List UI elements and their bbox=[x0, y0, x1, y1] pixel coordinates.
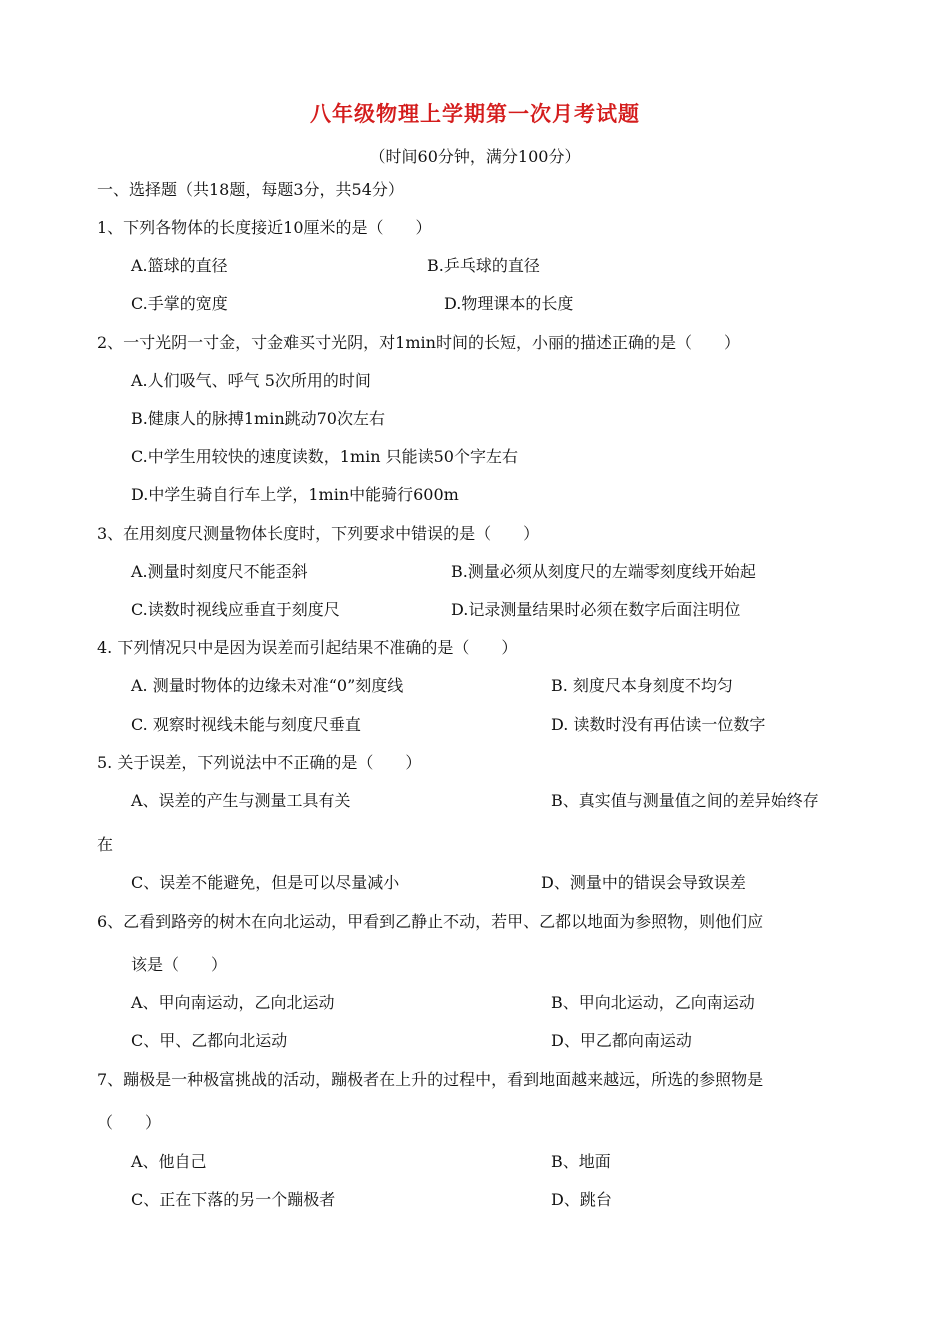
question-6-option-d: D、甲乙都向南运动 bbox=[551, 1031, 692, 1050]
question-6-option-c: C、甲、乙都向北运动 bbox=[131, 1031, 288, 1050]
question-2-option-d: D.中学生骑自行车上学，1min中能骑行600m bbox=[131, 485, 459, 504]
question-7-option-d: D、跳台 bbox=[551, 1190, 612, 1209]
question-2-stem: 2、一寸光阴一寸金，寸金难买寸光阴，对1min时间的长短，小丽的描述正确的是（ ） bbox=[97, 333, 740, 352]
question-5-option-a: A、误差的产生与测量工具有关 bbox=[131, 791, 351, 810]
question-4-option-a: A. 测量时物体的边缘未对准“0”刻度线 bbox=[131, 676, 404, 695]
question-5-option-c: C、误差不能避免，但是可以尽量减小 bbox=[131, 873, 400, 892]
question-1-option-a: A.篮球的直径 bbox=[131, 256, 228, 275]
question-4-option-d: D. 读数时没有再估读一位数字 bbox=[551, 715, 766, 734]
question-6-stem: 6、乙看到路旁的树木在向北运动，甲看到乙静止不动，若甲、乙都以地面为参照物，则他们应 bbox=[97, 912, 764, 931]
question-4-option-b: B. 刻度尺本身刻度不均匀 bbox=[551, 676, 733, 695]
exam-title: 八年级物理上学期第一次月考试题 bbox=[310, 102, 640, 126]
question-7-option-b: B、地面 bbox=[551, 1152, 611, 1171]
question-3-option-b: B.测量必须从刻度尺的左端零刻度线开始起 bbox=[451, 562, 756, 581]
question-4-stem: 4. 下列情况只中是因为误差而引起结果不准确的是（ ） bbox=[97, 638, 518, 657]
question-5-stem: 5. 关于误差，下列说法中不正确的是（ ） bbox=[97, 753, 422, 772]
question-6-option-b: B、甲向北运动，乙向南运动 bbox=[551, 993, 755, 1012]
question-1-stem: 1、下列各物体的长度接近10厘米的是（ ） bbox=[97, 218, 432, 237]
question-1-option-c: C.手掌的宽度 bbox=[131, 294, 228, 313]
question-4-option-c: C. 观察时视线未能与刻度尺垂直 bbox=[131, 715, 361, 734]
question-6-stem-continued: 该是（ ） bbox=[131, 955, 228, 974]
question-7-stem-continued: （ ） bbox=[97, 1113, 162, 1132]
question-1-option-b: B.乒乓球的直径 bbox=[427, 256, 540, 275]
question-5-option-b: B、真实值与测量值之间的差异始终存 bbox=[551, 791, 819, 810]
question-2-option-c: C.中学生用较快的速度读数，1min 只能读50个字左右 bbox=[131, 447, 518, 466]
question-3-option-c: C.读数时视线应垂直于刻度尺 bbox=[131, 600, 340, 619]
question-6-option-a: A、甲向南运动，乙向北运动 bbox=[131, 993, 335, 1012]
question-2-option-b: B.健康人的脉搏1min跳动70次左右 bbox=[131, 409, 385, 428]
question-5-option-d: D、测量中的错误会导致误差 bbox=[541, 873, 746, 892]
question-3-option-a: A.测量时刻度尺不能歪斜 bbox=[131, 562, 308, 581]
section-heading: 一、选择题（共18题，每题3分，共54分） bbox=[97, 180, 404, 199]
question-7-option-a: A、他自己 bbox=[131, 1152, 207, 1171]
exam-subtitle: （时间60分钟，满分100分） bbox=[369, 147, 581, 166]
question-3-stem: 3、在用刻度尺测量物体长度时，下列要求中错误的是（ ） bbox=[97, 524, 540, 543]
question-5-option-b-wrap: 在 bbox=[97, 835, 114, 854]
question-3-option-d: D.记录测量结果时必须在数字后面注明位 bbox=[451, 600, 741, 619]
question-1-option-d: D.物理课本的长度 bbox=[444, 294, 574, 313]
question-7-option-c: C、正在下落的另一个蹦极者 bbox=[131, 1190, 336, 1209]
question-7-stem: 7、蹦极是一种极富挑战的活动，蹦极者在上升的过程中，看到地面越来越远，所选的参照物是 bbox=[97, 1070, 764, 1089]
question-2-option-a: A.人们吸气、呼气 5次所用的时间 bbox=[131, 371, 371, 390]
